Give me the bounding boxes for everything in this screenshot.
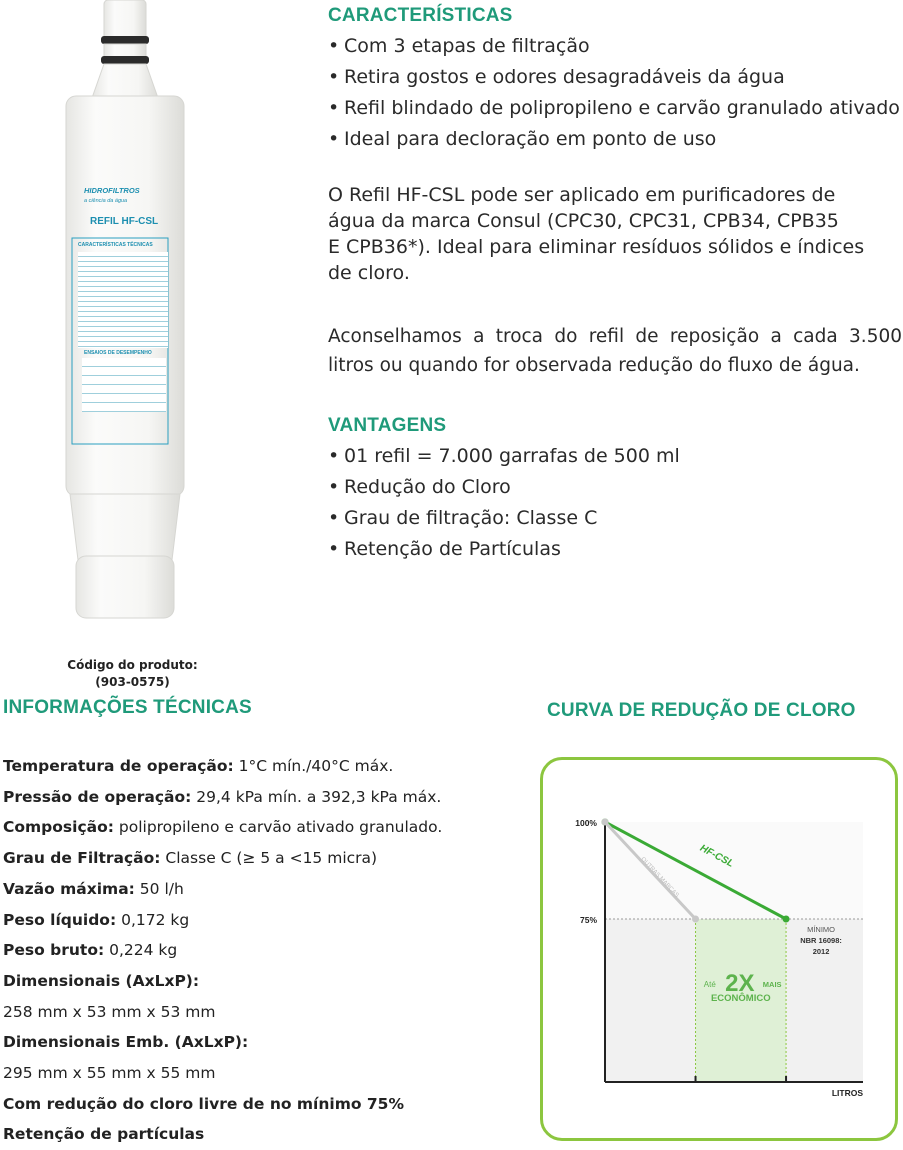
tech-row [3,1089,442,1120]
description-line: O Refil HF-CSL pode ser aplicado em purificadores de [328,184,836,206]
tech-label: Retenção de partículas [3,1125,205,1144]
tech-label: Peso líquido: [3,910,117,929]
x-axis-label: LITROS [831,1088,863,1098]
tech-label: Temperatura de operação: [3,757,234,775]
annotation-mais: MAIS [762,980,782,989]
data-point [783,916,790,923]
tech-label: Pressão de operação: [3,787,192,806]
tech-row [3,843,442,874]
tech-row [3,997,442,1028]
description-line: água da marca Consul (CPC30, CPC31, CPB34, CPB35 [328,210,839,232]
vantagens-list [328,441,680,565]
list-item: • Retira gostos e odores desagradáveis da água [328,66,785,88]
tech-row [3,966,442,997]
data-point [602,819,609,826]
tech-row [3,905,442,936]
tech-value: 0,224 kg [104,941,178,960]
list-item: • 01 refil = 7.000 garrafas de 500 ml [328,445,680,467]
product-model: REFIL HF-CSL [90,216,159,227]
label-title: CARACTERÍSTICAS TÉCNICAS [78,242,153,248]
list-item: • Ideal para decloração em ponto de uso [328,128,717,150]
chart-background-top [605,822,863,919]
list-item: • Retenção de Partículas [328,538,561,560]
brand-name: HIDROFILTROS [84,186,140,195]
tech-value: 295 mm x 55 mm x 55 mm [3,1064,216,1083]
data-point [692,916,699,923]
tech-value: 50 l/h [134,879,184,898]
tech-value: Classe C (≥ 5 a <15 micra) [160,849,378,868]
description-line: E CPB36*). Ideal para eliminar resíduos sólidos e índices [328,236,865,258]
tech-label: Vazão máxima: [3,879,135,898]
list-item: • Redução do Cloro [328,476,511,498]
list-item: • Refil blindado de polipropileno e carvão granulado ativado [328,97,900,119]
annotation-year: 2012 [812,947,830,956]
brand-logo [84,186,194,204]
tech-label: Grau de Filtração: [3,849,161,868]
caracteristicas-title: CARACTERÍSTICAS [328,5,513,26]
label-test-title: ENSAIOS DE DESEMPENHO [84,350,152,356]
product-code [60,657,205,691]
series-label: HF-CSL [697,842,736,870]
annotation-ate: Até [703,980,716,989]
label-test-grid [82,358,166,412]
tech-row [3,1119,442,1150]
tech-row [3,935,442,966]
brand-tagline: a ciência da água [84,198,128,204]
tech-row [3,1027,442,1058]
annotation-economico: ECONÔMICO [710,993,771,1004]
product-code-value: (903-0575) [95,675,170,689]
tech-label: Com redução do cloro livre de no mínimo 75% [3,1094,405,1113]
product-description [328,182,864,286]
tech-row [3,874,442,905]
chloride-reduction-chart [540,757,898,1141]
list-item: • Grau de filtração: Classe C [328,507,598,529]
tech-specs [3,751,442,1150]
vantagens-title: VANTAGENS [328,415,447,436]
tech-row [3,812,442,843]
tech-value: polipropileno e carvão ativado granulado. [113,818,443,837]
y-tick-label: 100% [575,818,597,828]
advice-line: Aconselhamos a troca do refil de reposição a cada 3.500 [328,326,902,347]
tech-label: Dimensionais Emb. (AxLxP): [3,1033,249,1052]
advice-line: litros ou quando for observada redução do fluxo de água. [328,355,860,376]
tech-label: Composição: [3,818,114,837]
list-item: • Com 3 etapas de filtração [328,35,590,57]
tech-label: Dimensionais (AxLxP): [3,971,200,990]
tech-row [3,782,442,813]
tech-value: 258 mm x 53 mm x 53 mm [3,1002,216,1021]
tech-row [3,751,442,782]
annotation-2x: 2X [725,970,755,997]
chart-title: CURVA DE REDUÇÃO DE CLORO [547,700,856,721]
label-fine-print [78,252,168,348]
product-code-label: Código do produto: [67,658,198,672]
replacement-advice [328,322,902,380]
tech-title: INFORMAÇÕES TÉCNICAS [3,697,252,718]
series-label: OUTRAS MARCAS [639,856,680,899]
y-tick-label: 75% [579,915,597,925]
description-line: de cloro. [328,262,410,284]
annotation-minimum: MÍNIMO [807,925,836,934]
tech-value: 29,4 kPa mín. a 392,3 kPa máx. [191,787,442,806]
tech-value: 1°C mín./40°C máx. [233,757,394,775]
caracteristicas-list [328,31,900,155]
tech-value: 0,172 kg [116,910,190,929]
annotation-nbr: NBR 16098: [800,936,842,945]
tech-row [3,1058,442,1089]
tech-label: Peso bruto: [3,941,105,960]
